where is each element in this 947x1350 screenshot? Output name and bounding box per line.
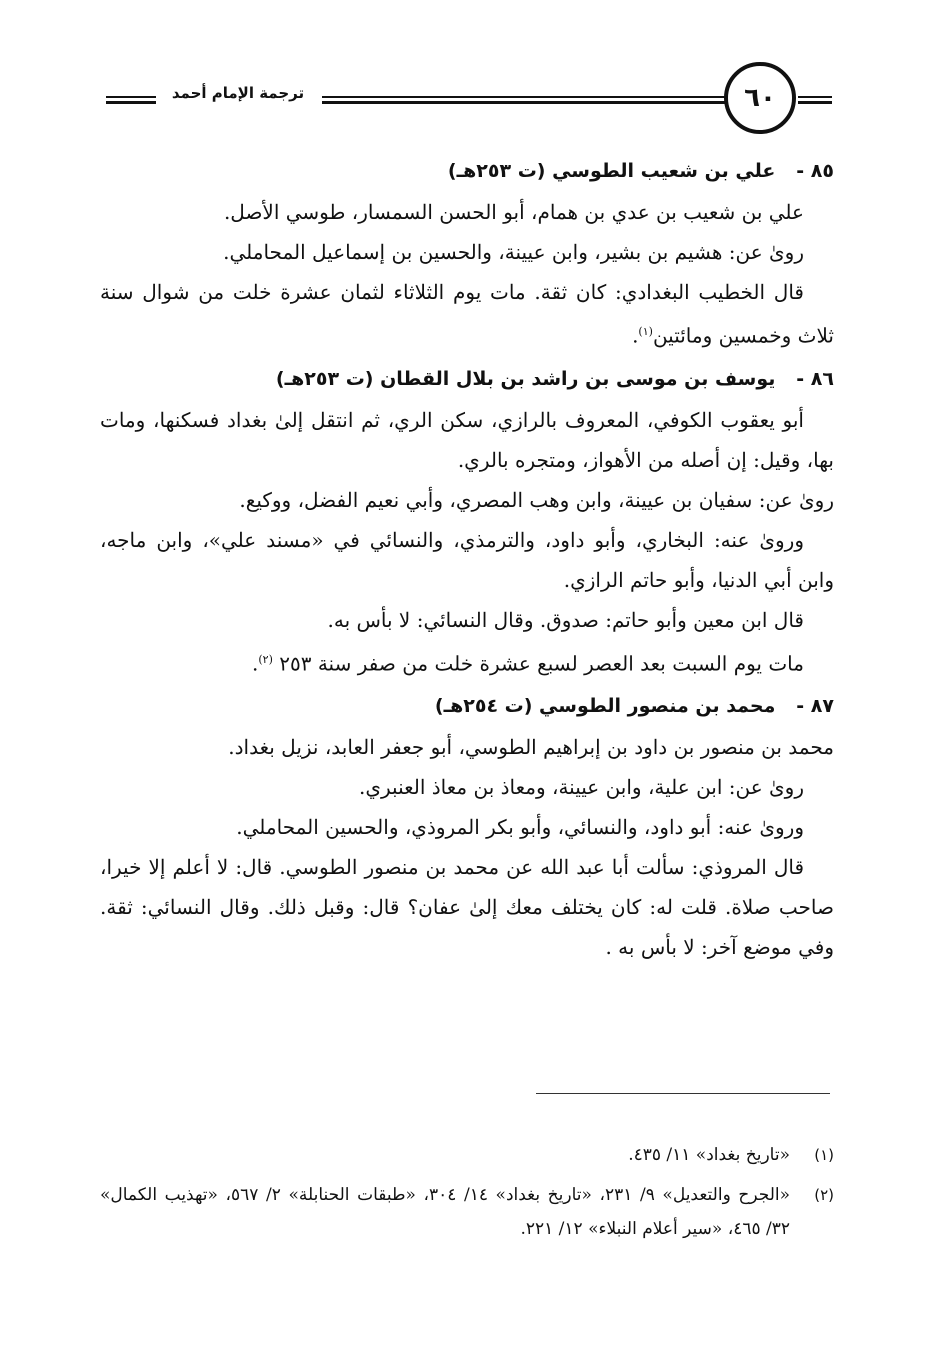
entry-title: يوسف بن موسى بن راشد بن بلال القطان (ت ٢٥٣هـ) (275, 367, 776, 390)
footnote-reference: (٢) (258, 652, 273, 666)
biography-entry (100, 362, 834, 684)
entry-heading (100, 362, 834, 396)
entry-paragraph: روىٰ عن: سفيان بن عيينة، وابن وهب المصري، وأبي نعيم الفضل، ووكيع. (239, 487, 834, 512)
entry-paragraph: روىٰ عن: هشيم بن بشير، وابن عيينة، والحسين بن إسماعيل المحاملي. (223, 240, 804, 264)
entry-title: علي بن شعيب الطوسي (ت ٢٥٣هـ) (447, 160, 776, 182)
header-rule-left (106, 96, 156, 105)
entry-heading (100, 689, 834, 723)
footnote-separator (536, 1093, 830, 1094)
footnote-text: «الجرح والتعديل» ٩/ ٢٣١، «تاريخ بغداد» ١٤/ ٣٠٤، «طبقات الحنابلة» ٢/ ٥٦٧، «تهذيب الكمال» ٣٢/ ٤٦٥، «سير أعلام النبلاء» ١٢/ ٢٢١. (100, 1185, 790, 1239)
entry-paragraph: قال ابن معين وأبو حاتم: صدوق. وقال النسائي: لا بأس به. (327, 607, 804, 632)
entry-title: محمد بن منصور الطوسي (ت ٢٥٤هـ) (434, 695, 776, 718)
footnote-marker: (١) (814, 1146, 834, 1164)
entry-paragraph: أبو يعقوب الكوفي، المعروف بالرازي، سكن الري، ثم انتقل إلىٰ بغداد فسكنها، ومات بها، وقيل: إن أصله من الأهواز، ومتجره بالري. (100, 407, 834, 472)
page-number: ٦٠ (744, 83, 776, 113)
biography-entry (100, 689, 834, 967)
entry-paragraph: قال المروذي: سألت أبا عبد الله عن محمد بن منصور الطوسي. قال: لا أعلم إلا خيرا، صاحب صلاة. قلت له: كان يختلف معك إلىٰ عفان؟ قال: وقبل ذلك. وقال النسائي: ثقة. وفي موضع آخر: لا بأس به . (100, 855, 834, 960)
entry-paragraph: قال الخطيب البغدادي: كان ثقة. مات يوم الثلاثاء لثمان عشرة خلت من شوال سنة ثلاث وخمسين ومائتين$^{(١)}$. (100, 280, 834, 348)
entry-paragraph: محمد بن منصور بن داود بن إبراهيم الطوسي، أبو جعفر العابد، نزيل بغداد. (228, 735, 834, 760)
page-number-circle (724, 62, 796, 134)
footnote (100, 1178, 834, 1246)
entry-paragraph: مات يوم السبت بعد العصر لسبع عشرة خلت من صفر سنة ٢٥٣ $^{(٢)}$. (252, 651, 804, 676)
footnote-marker: (٢) (814, 1186, 834, 1204)
entry-paragraph: روىٰ عن: ابن علية، وابن عيينة، ومعاذ بن معاذ العنبري. (358, 775, 804, 800)
biography-entry (100, 154, 834, 356)
entry-paragraph: وروىٰ عنه: البخاري، وأبو داود، والترمذي، والنسائي في «مسند علي»، وابن ماجه، وابن أبي الدنيا، وأبو حاتم الرازي. (100, 527, 834, 592)
entry-paragraph: علي بن شعيب بن عدي بن همام، أبو الحسن السمسار، طوسي الأصل. (223, 200, 804, 224)
header-rule-middle (322, 96, 725, 105)
entry-number: ٨٧ - (796, 695, 834, 718)
footnote (100, 1138, 834, 1172)
page-body (100, 148, 834, 967)
entry-number: ٨٦ - (796, 367, 834, 390)
footnote-text: «تاريخ بغداد» ١١/ ٤٣٥. (628, 1145, 790, 1165)
running-title: ترجمة الإمام أحمد (171, 84, 305, 102)
entry-heading (100, 154, 834, 188)
header-rule-right (798, 96, 832, 105)
footnotes (100, 1138, 834, 1252)
entry-paragraph: وروىٰ عنه: أبو داود، والنسائي، وأبو بكر المروذي، والحسين المحاملي. (236, 815, 804, 840)
entry-number: ٨٥ - (796, 160, 834, 182)
page-header (0, 0, 947, 150)
footnote-reference: (١) (638, 325, 653, 338)
